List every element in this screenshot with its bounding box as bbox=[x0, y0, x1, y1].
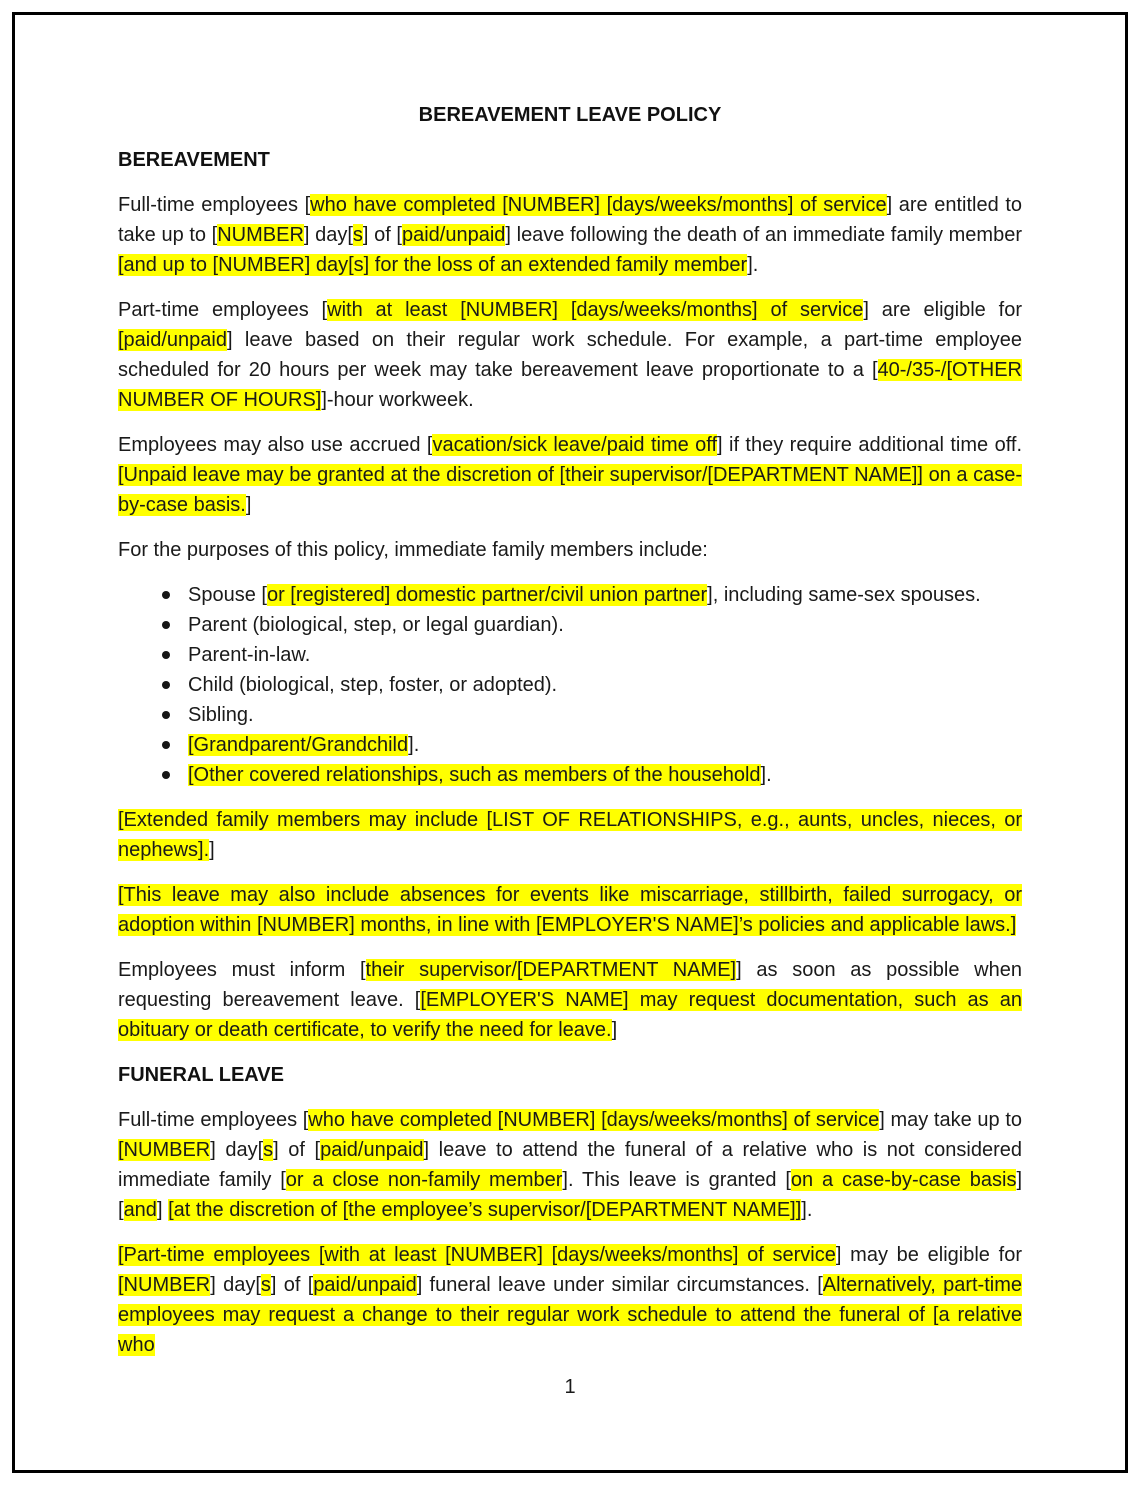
plain-text: ] bbox=[611, 1019, 618, 1041]
plain-text: ]. bbox=[801, 1199, 813, 1221]
list-item-child bbox=[118, 670, 1022, 700]
highlighted-text: [EMPLOYER'S NAME] may request documentation, such as an obituary or death certificate, to verify the need for leave. bbox=[118, 989, 1022, 1041]
paragraph-other-events bbox=[118, 880, 1022, 940]
highlighted-text: [NUMBER bbox=[118, 1139, 211, 1161]
paragraph-bereavement-1 bbox=[118, 190, 1022, 280]
plain-text: ] [ bbox=[118, 1169, 1023, 1221]
plain-text: ] leave following the death of an immediate family member bbox=[505, 224, 1023, 246]
plain-text: For the purposes of this policy, immediate family members include: bbox=[118, 539, 708, 561]
plain-text: Employees may also use accrued [ bbox=[118, 434, 433, 456]
paragraph-notification bbox=[118, 955, 1022, 1045]
plain-text: ]. bbox=[760, 764, 772, 786]
paragraph-funeral-2 bbox=[118, 1240, 1022, 1360]
plain-text: Child (biological, step, foster, or adopted). bbox=[188, 674, 558, 696]
plain-text: ] bbox=[209, 839, 215, 861]
plain-text: Spouse [ bbox=[188, 584, 267, 606]
plain-text: ] bbox=[245, 494, 252, 516]
paragraph-funeral-1 bbox=[118, 1105, 1022, 1225]
plain-text: ] leave to attend the funeral of a relative who is not considered immediate family [ bbox=[118, 1139, 1023, 1191]
plain-text: Parent-in-law. bbox=[188, 644, 311, 666]
list-item-spouse bbox=[118, 580, 1022, 610]
plain-text: ] may take up to bbox=[879, 1109, 1022, 1131]
highlighted-text: Alternatively, part-time employees may request a change to their regular work schedule to attend the funeral of [a relative who bbox=[118, 1274, 1022, 1356]
highlighted-text: with at least [NUMBER] [days/weeks/months] of service bbox=[327, 299, 864, 321]
highlighted-text: [NUMBER bbox=[118, 1274, 211, 1296]
plain-text: ] are entitled to take up to [ bbox=[118, 194, 1023, 246]
highlighted-text: paid/unpaid bbox=[320, 1139, 424, 1161]
highlighted-text: [Grandparent/Grandchild bbox=[188, 734, 409, 756]
highlighted-text: 40-/35-/[OTHER NUMBER OF HOURS] bbox=[118, 359, 1022, 411]
plain-text: ] bbox=[156, 1199, 169, 1221]
plain-text: ] day[ bbox=[303, 224, 353, 246]
list-item-parent-in-law bbox=[118, 640, 1022, 670]
plain-text: ] are eligible for bbox=[863, 299, 1022, 321]
highlighted-text: s bbox=[263, 1139, 274, 1161]
list-item-other-relationships bbox=[118, 760, 1022, 790]
highlighted-text: on a case-by-case basis bbox=[790, 1169, 1017, 1191]
plain-text: Parent (biological, step, or legal guardian). bbox=[188, 614, 564, 636]
paragraph-bereavement-2 bbox=[118, 295, 1022, 415]
highlighted-text: vacation/sick leave/paid time off bbox=[432, 434, 718, 456]
section-heading-bereavement: BEREAVEMENT bbox=[118, 149, 270, 171]
highlighted-text: their supervisor/[DEPARTMENT NAME] bbox=[365, 959, 737, 981]
highlighted-text: who have completed [NUMBER] [days/weeks/months] of service bbox=[310, 194, 887, 216]
list-item-grandparent bbox=[118, 730, 1022, 760]
plain-text: ] funeral leave under similar circumstances. [ bbox=[416, 1274, 823, 1296]
highlighted-text: s bbox=[260, 1274, 271, 1296]
plain-text: ] day[ bbox=[210, 1139, 264, 1161]
plain-text: ] as soon as possible when requesting bereavement leave. [ bbox=[118, 959, 1022, 1011]
highlighted-text: paid/unpaid bbox=[401, 224, 506, 246]
plain-text: ] of [ bbox=[270, 1274, 314, 1296]
plain-text: ]. bbox=[408, 734, 420, 756]
document-body bbox=[118, 100, 1022, 1375]
plain-text: Part-time employees [ bbox=[118, 299, 328, 321]
plain-text: ] of [ bbox=[362, 224, 402, 246]
page-number: 1 bbox=[564, 1376, 576, 1398]
highlighted-text: and bbox=[123, 1199, 157, 1221]
list-item-parent bbox=[118, 610, 1022, 640]
highlighted-text: or a close non-family member bbox=[285, 1169, 563, 1191]
plain-text: Full-time employees [ bbox=[118, 1109, 309, 1131]
list-item-sibling bbox=[118, 700, 1022, 730]
highlighted-text: or [registered] domestic partner/civil union partner bbox=[266, 584, 708, 606]
plain-text: ] leave based on their regular work schedule. For example, a part-time employee scheduled for 20 hours per week may take bereavement leave proportionate to a [ bbox=[118, 329, 1022, 381]
plain-text: ], including same-sex spouses. bbox=[707, 584, 981, 606]
plain-text: Full-time employees [ bbox=[118, 194, 311, 216]
highlighted-text: [paid/unpaid bbox=[118, 329, 227, 351]
plain-text: ] may be eligible for bbox=[835, 1244, 1022, 1266]
plain-text: ] if they require additional time off. bbox=[717, 434, 1022, 456]
highlighted-text: [This leave may also include absences for events like miscarriage, stillbirth, failed surrogacy, or adoption within [NUMBER] months, in line with [EMPLOYER'S NAME]’s policies and applicable laws.] bbox=[118, 884, 1022, 936]
highlighted-text: s bbox=[352, 224, 363, 246]
paragraph-bereavement-3 bbox=[118, 430, 1022, 520]
plain-text: Sibling. bbox=[188, 704, 254, 726]
plain-text: ]. This leave is granted [ bbox=[562, 1169, 791, 1191]
plain-text: Employees must inform [ bbox=[118, 959, 366, 981]
plain-text: ] day[ bbox=[210, 1274, 261, 1296]
highlighted-text: paid/unpaid bbox=[313, 1274, 417, 1296]
highlighted-text: [Part-time employees [with at least [NUMBER] [days/weeks/months] of service bbox=[118, 1244, 836, 1266]
highlighted-text: who have completed [NUMBER] [days/weeks/months] of service bbox=[308, 1109, 880, 1131]
plain-text: ]-hour workweek. bbox=[321, 389, 474, 411]
section-heading-funeral-leave: FUNERAL LEAVE bbox=[118, 1064, 284, 1086]
highlighted-text: [Unpaid leave may be granted at the discretion of [their supervisor/[DEPARTMENT NAME]] on a case-by-case basis. bbox=[118, 464, 1022, 516]
document-title: BEREAVEMENT LEAVE POLICY bbox=[418, 104, 722, 126]
highlighted-text: [at the discretion of [the employee’s supervisor/[DEPARTMENT NAME]] bbox=[168, 1199, 802, 1221]
plain-text: ] of [ bbox=[273, 1139, 321, 1161]
plain-text: ]. bbox=[747, 254, 759, 276]
highlighted-text: NUMBER bbox=[217, 224, 304, 246]
highlighted-text: [Extended family members may include [LIST OF RELATIONSHIPS, e.g., aunts, uncles, nieces, or nephews]. bbox=[118, 809, 1022, 861]
immediate-family-list bbox=[118, 580, 1022, 790]
paragraph-extended-family bbox=[118, 805, 1022, 865]
highlighted-text: [Other covered relationships, such as members of the household bbox=[188, 764, 761, 786]
paragraph-immediate-family-intro bbox=[118, 535, 1022, 565]
highlighted-text: [and up to [NUMBER] day[s] for the loss of an extended family member bbox=[118, 254, 748, 276]
